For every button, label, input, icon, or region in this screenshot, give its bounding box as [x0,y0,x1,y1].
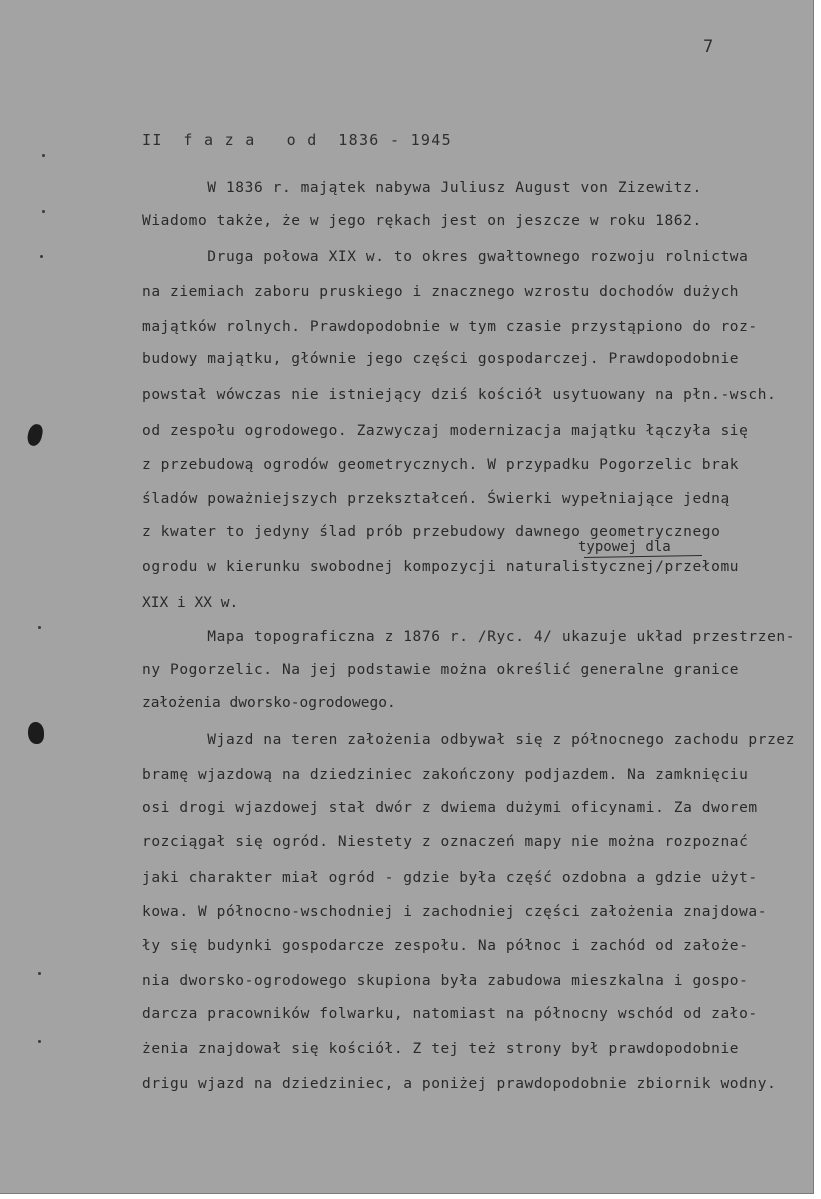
margin-mark [38,1040,41,1043]
margin-mark [38,972,41,975]
text-line: nia dworsko-ogrodowego skupiona była zabudowa mieszkalna i gospo- [142,973,749,989]
text-line: ły się budynki gospodarcze zespołu. Na północ i zachód od założe- [142,938,749,954]
margin-mark [42,210,45,213]
text-line: kowa. W północno-wschodniej i zachodniej części założenia znajdowa- [142,904,768,920]
text-line: ogrodu w kierunku swobodnej kompozycji naturalistycznej/przełomu [142,559,740,575]
punch-hole-upper [26,423,44,447]
text-line: śladów poważniejszych przekształceń. Świerki wypełniające jedną [142,491,730,507]
text-line: z kwater to jedyny ślad prób przebudowy dawnego geometrycznego [142,524,721,540]
text-line: osi drogi wjazdowej stał dwór z dwiema dużymi oficynami. Za dworem [142,800,758,816]
margin-mark [42,154,45,157]
margin-mark [38,626,41,629]
text-line: Mapa topograficzna z 1876 r. /Ryc. 4/ ukazuje układ przestrzen- [142,629,796,645]
text-line: XIX i XX w. [142,595,239,611]
text-line: Wiadomo także, że w jego rękach jest on jeszcze w roku 1862. [142,213,702,229]
text-line: Wjazd na teren założenia odbywał się z północnego zachodu przez [142,732,796,748]
text-line: drigu wjazd na dziedziniec, a poniżej prawdopodobnie zbiornik wodny. [142,1076,777,1092]
margin-mark [40,255,43,258]
text-line: Druga połowa XIX w. to okres gwałtownego rozwoju rolnictwa [142,249,749,265]
text-line: żenia znajdował się kościół. Z tej też strony był prawdopodobnie [142,1041,740,1057]
text-line: powstał wówczas nie istniejący dziś kościół usytuowany na płn.-wsch. [142,387,777,403]
text-line: budowy majątku, głównie jego części gospodarczej. Prawdopodobnie [142,351,740,367]
text-line: ny Pogorzelic. Na jej podstawie można określić generalne granice [142,662,740,678]
handwritten-insertion: typowej dla [578,539,671,555]
text-line: rozciągał się ogród. Niestety z oznaczeń mapy nie można rozpoznać [142,834,749,850]
text-line: od zespołu ogrodowego. Zazwyczaj modernizacja majątku łączyła się [142,423,749,439]
text-line: darcza pracowników folwarku, natomiast na północny wschód od zało- [142,1006,758,1022]
page-number: 7 [703,37,714,57]
text-line: założenia dworsko-ogrodowego. [142,695,396,711]
text-line: bramę wjazdową na dziedziniec zakończony podjazdem. Na zamknięciu [142,767,749,783]
punch-hole-lower [28,722,44,744]
text-line: na ziemiach zaboru pruskiego i znacznego wzrostu dochodów dużych [142,284,740,300]
section-heading: II f a z a o d 1836 - 1945 [142,131,452,149]
text-line: W 1836 r. majątek nabywa Juliusz August von Zizewitz. [142,180,702,196]
text-line: jaki charakter miał ogród - gdzie była część ozdobna a gdzie użyt- [142,870,758,886]
text-line: majątków rolnych. Prawdopodobnie w tym czasie przystąpiono do roz- [142,319,758,335]
text-line: z przebudową ogrodów geometrycznych. W przypadku Pogorzelic brak [142,457,740,473]
